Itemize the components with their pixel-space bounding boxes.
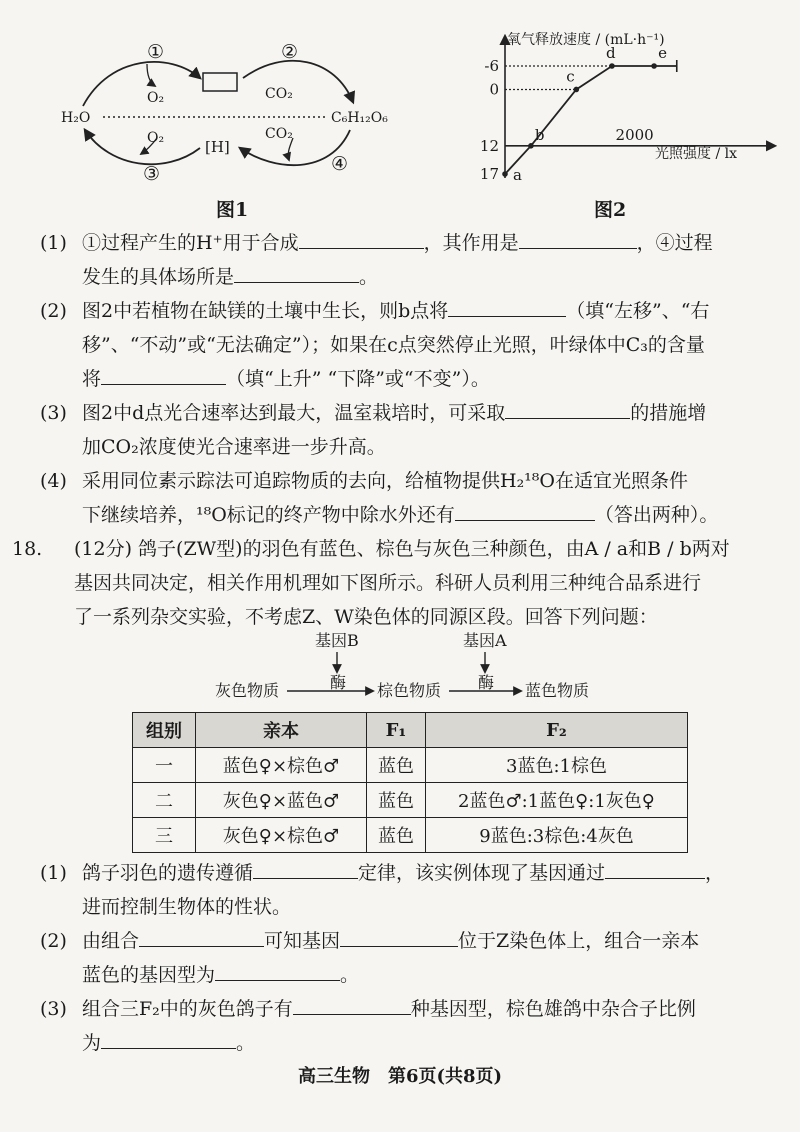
fig2-ytick-label: -6 (484, 57, 499, 75)
q17-part1-blank2[interactable] (519, 226, 637, 249)
table-cell: 蓝色♀×棕色♂ (196, 748, 367, 783)
figure1-caption: 图1 (216, 199, 249, 221)
q18-part2-text5: 。 (340, 964, 360, 986)
table-row (133, 748, 688, 783)
q17-part4 (40, 464, 780, 532)
fig1-arrow-3 (85, 130, 200, 164)
fig2-ytick-label: 12 (479, 136, 499, 155)
q17-part2 (40, 294, 780, 396)
table-cell: 2蓝色♂:1蓝色♀:1灰色♀ (426, 783, 688, 818)
table-header-f2: F₂ (426, 713, 688, 748)
table-cell: 二 (133, 783, 196, 818)
fig1-label-2: ② (281, 41, 299, 63)
q17-part1-text5: 。 (359, 266, 379, 288)
q18-part1-blank1[interactable] (253, 856, 358, 879)
pathway-gray: 灰色物质 (215, 681, 280, 700)
q18-part2 (40, 924, 780, 992)
q18-line1: (12分) 鸽子(ZW型)的羽色有蓝色、棕色与灰色三种颜色，由A / a和B / b两对 (74, 538, 730, 560)
q17-part2-text4: 将 (82, 368, 102, 390)
fig2-point-e (651, 63, 657, 69)
q18-part1-text2: 定律，该实例体现了基因通过 (358, 862, 606, 884)
q17-part3-text2: 的措施增 (630, 402, 707, 424)
q18-part1-blank2[interactable] (605, 856, 705, 879)
q17-part4-num: (4) (40, 470, 67, 492)
table-cell: 灰色♀×蓝色♂ (196, 783, 367, 818)
q18-cross-table (132, 712, 688, 853)
q17-part2-blank1[interactable] (448, 294, 566, 317)
q17-part2-text3: 移”、“不动”或“无法确定”）；如果在c点突然停止光照，叶绿体中C₃的含量 (82, 334, 705, 356)
q18-line3: 了一系列杂交实验，不考虑Z、W染色体的同源区段。回答下列问题： (74, 606, 658, 628)
q17-part4-text3: （答出两种）。 (594, 504, 719, 526)
q17-part2-blank2[interactable] (101, 362, 226, 385)
q18-part2-text4: 蓝色的基因型为 (82, 964, 216, 986)
q17-part1 (40, 226, 780, 294)
q18-part2-text3: 位于Z染色体上，组合一亲本 (458, 930, 700, 952)
q18-part2-num: (2) (40, 930, 67, 952)
q18-part3-blank2[interactable] (101, 1026, 236, 1049)
q17-part3-blank1[interactable] (505, 396, 630, 419)
q17-part2-num: (2) (40, 300, 67, 322)
q17-part2-text1: 图2中若植物在缺镁的土壤中生长，则b点将 (82, 300, 449, 322)
q18-part1-text3: ， (705, 862, 725, 884)
q18-stem (12, 532, 787, 634)
table-header-parents: 亲本 (196, 713, 367, 748)
q17-part1-text2: ，其作用是 (423, 232, 519, 254)
figure1-diagram (55, 30, 415, 195)
q18-pathway-diagram (215, 630, 635, 706)
q17-part1-text1: ①过程产生的H⁺用于合成 (82, 232, 299, 254)
q18-line2: 基因共同决定，相关作用机理如下图所示。科研人员利用三种纯合品系进行 (74, 572, 702, 594)
q18-part2-text2: 可知基因 (264, 930, 341, 952)
fig2-point-a (502, 171, 508, 177)
table-header-f1: F₁ (367, 713, 426, 748)
fig2-series-line (505, 66, 654, 174)
fig2-xlabel: 光照强度 / lx (655, 146, 737, 162)
fig1-label-co2-bottom: CO₂ (265, 126, 293, 142)
table-header-row (133, 713, 688, 748)
figure2-caption: 图2 (594, 199, 627, 221)
fig2-point-label-b: b (534, 125, 545, 144)
q17-part1-text4: 发生的具体场所是 (82, 266, 235, 288)
fig2-point-label-e: e (658, 44, 667, 62)
pathway-geneB: 基因B (315, 631, 359, 650)
fig1-arrow-o2-top (147, 64, 155, 86)
pathway-geneA: 基因A (463, 631, 507, 650)
q17-part4-blank1[interactable] (455, 498, 595, 521)
fig1-arrow-1 (83, 62, 200, 106)
q17-part3-num: (3) (40, 402, 67, 424)
table-cell: 一 (133, 748, 196, 783)
q17-part1-num: (1) (40, 232, 67, 254)
fig2-point-c (573, 87, 579, 93)
q18-part2-blank3[interactable] (215, 958, 340, 981)
q18-part1-text1: 鸽子羽色的遗传遵循 (82, 862, 254, 884)
q18-part2-blank2[interactable] (340, 924, 458, 947)
q18-part1 (40, 856, 780, 924)
q18-part1-text4: 进而控制生物体的性状。 (82, 896, 292, 918)
fig2-ytick-label: 0 (489, 80, 499, 99)
fig1-unknown-box (203, 73, 237, 91)
fig1-label-h: [H] (205, 138, 230, 156)
q18-part3 (40, 992, 780, 1060)
fig1-label-1: ① (147, 41, 165, 63)
fig1-label-3: ③ (143, 163, 161, 185)
fig1-label-co2-top: CO₂ (265, 86, 293, 102)
fig1-label-4: ④ (331, 153, 349, 175)
q18-part1-num: (1) (40, 862, 67, 884)
q18-part2-blank1[interactable] (139, 924, 264, 947)
fig2-point-label-c: c (566, 67, 575, 86)
q17-part3 (40, 396, 780, 464)
table-cell: 蓝色 (367, 818, 426, 853)
q17-part1-blank1[interactable] (299, 226, 424, 249)
q17-part3-text3: 加CO₂浓度使光合速率进一步升高。 (82, 436, 386, 458)
figure2-chart (475, 28, 795, 188)
fig2-point-label-a: a (513, 166, 522, 184)
q18-part3-num: (3) (40, 998, 67, 1020)
q18-part3-text1: 组合三F₂中的灰色鸽子有 (82, 998, 293, 1020)
q17-part4-text2: 下继续培养，¹⁸O标记的终产物中除水外还有 (82, 504, 455, 526)
pathway-blue: 蓝色物质 (525, 681, 590, 700)
q18-part3-text2: 种基因型，棕色雄鸽中杂合子比例 (410, 998, 696, 1020)
pathway-enzyme2: 酶 (478, 673, 495, 692)
table-header-group: 组别 (133, 713, 196, 748)
table-cell: 三 (133, 818, 196, 853)
page-footer: 高三生物 第6页(共8页) (297, 1066, 503, 1087)
table-cell: 蓝色 (367, 748, 426, 783)
pathway-brown: 棕色物质 (377, 681, 442, 700)
q17-part3-text1: 图2中d点光合速率达到最大，温室栽培时，可采取 (82, 402, 506, 424)
fig1-label-o2-bottom: O₂ (147, 130, 165, 146)
q17-part2-text5: （填“上升” “下降”或“不变”）。 (226, 368, 490, 390)
q18-num: 18. (12, 538, 43, 560)
fig2-ylabel: 氧气释放速度 / (mL·h⁻¹) (507, 32, 665, 48)
fig1-label-h2o: H₂O (61, 110, 91, 126)
q17-part1-text3: ，④过程 (636, 232, 713, 254)
fig2-point-b (528, 143, 534, 149)
fig1-label-o2-top: O₂ (147, 90, 165, 106)
q17-part1-blank3[interactable] (234, 260, 359, 283)
table-cell: 3蓝色:1棕色 (426, 748, 688, 783)
q18-part3-text4: 。 (236, 1032, 256, 1054)
fig2-point-label-d: d (605, 44, 616, 62)
q17-part4-text1: 采用同位素示踪法可追踪物质的去向，给植物提供H₂¹⁸O在适宜光照条件 (82, 470, 688, 492)
table-row (133, 783, 688, 818)
q17-part2-text2: （填“左移”、“右 (566, 300, 710, 322)
table-cell: 灰色♀×棕色♂ (196, 818, 367, 853)
fig2-point-d (609, 63, 615, 69)
q18-part2-text1: 由组合 (82, 930, 140, 952)
pathway-enzyme1: 酶 (330, 673, 347, 692)
q18-part3-blank1[interactable] (293, 992, 411, 1015)
q18-part3-text3: 为 (82, 1032, 102, 1054)
fig1-label-glucose: C₆H₁₂O₆ (331, 110, 388, 126)
table-row (133, 818, 688, 853)
fig2-xtick-label: 2000 (615, 125, 654, 144)
fig1-arrow-2 (243, 61, 353, 102)
table-cell: 9蓝色:3棕色:4灰色 (426, 818, 688, 853)
fig2-ytick-label: 17 (479, 165, 499, 183)
table-cell: 蓝色 (367, 783, 426, 818)
